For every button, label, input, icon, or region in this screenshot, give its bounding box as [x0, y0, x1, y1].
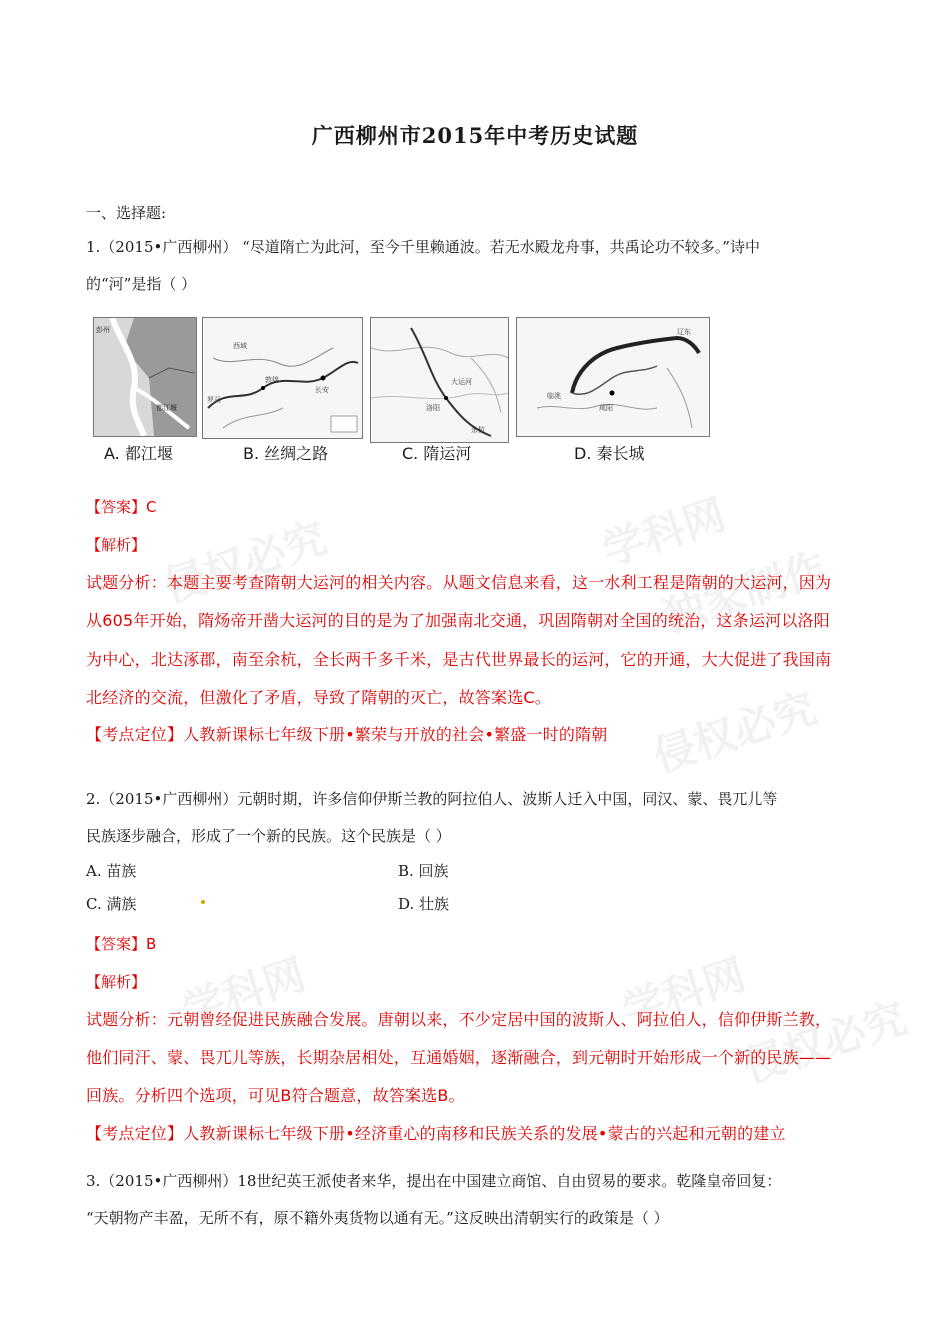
watermark: 学科网 [596, 489, 732, 576]
map-grand-canal [370, 317, 509, 443]
q1-option-d[interactable]: D. 秦长城 [574, 444, 645, 463]
watermark: 侵权必究 [647, 683, 823, 782]
q1-analysis-line: 从605年开始，隋炀帝开凿大运河的目的是为了加强南北交通，巩固隋朝对全国的统治，这条运河以洛阳 [86, 611, 830, 630]
q1-knowledge-point: 【考点定位】人教新课标七年级下册•繁荣与开放的社会•繁盛一时的隋朝 [86, 725, 608, 744]
q3-stem-line1: 3.（2015•广西柳州）18世纪英王派使者来华，提出在中国建立商馆、自由贸易的要求。乾隆皇帝回复： [86, 1172, 782, 1190]
q1-analysis-line: 试题分析：本题主要考查隋朝大运河的相关内容。从题文信息来看，这一水利工程是隋朝的大运河，因为 [86, 573, 832, 592]
q1-option-c[interactable]: C. 隋运河 [402, 444, 472, 463]
q1-option-a[interactable]: A. 都江堰 [104, 444, 173, 463]
q2-analysis-label: 【解析】 [86, 973, 147, 991]
map-label: 临洮 [547, 392, 561, 400]
watermark: 学科网 [616, 949, 752, 1036]
watermark: 侵权必究 [737, 993, 913, 1092]
q1-analysis-line: 为中心，北达涿郡，南至余杭，全长两千多千米，是古代世界最长的运河，它的开通，大大促进了我国南 [86, 650, 832, 669]
q2-option-d[interactable]: D. 壮族 [398, 895, 450, 913]
q2-answer: 【答案】B [86, 935, 157, 953]
q1-analysis-label: 【解析】 [86, 536, 147, 554]
q2-analysis-line: 他们同汗、蒙、畏兀儿等族，长期杂居相处，互通婚姻，逐渐融合，到元朝时开始形成一个新的民族—— [86, 1048, 832, 1067]
q2-analysis-line: 试题分析：元朝曾经促进民族融合发展。唐朝以来，不少定居中国的波斯人、阿拉伯人，信仰伊斯兰教， [86, 1010, 832, 1029]
q1-analysis-line: 北经济的交流，但激化了矛盾，导致了隋朝的灭亡，故答案选C。 [86, 688, 551, 707]
q2-analysis-line: 回族。分析四个选项，可见B符合题意，故答案选B。 [86, 1086, 465, 1105]
map-label: 大运河 [451, 378, 472, 386]
map-label: 西域 [233, 342, 247, 350]
map-great-wall [516, 317, 710, 437]
q2-stem-line2: 民族逐步融合，形成了一个新的民族。这个民族是（ ） [86, 827, 451, 845]
map-dujiangyan [93, 317, 197, 437]
watermark: 独家制作 [657, 543, 833, 642]
q1-answer: 【答案】C [86, 498, 157, 516]
map-label: 都江堰 [156, 404, 177, 412]
map-label: 辽东 [677, 328, 691, 336]
q2-option-b[interactable]: B. 回族 [398, 862, 449, 880]
q1-option-b[interactable]: B. 丝绸之路 [243, 444, 329, 463]
watermark: 侵权必究 [157, 513, 333, 612]
q2-option-a[interactable]: A. 苗族 [86, 862, 137, 880]
map-label: 咸阳 [599, 404, 613, 412]
stray-mark [201, 900, 205, 904]
map-label: 洛阳 [426, 404, 440, 412]
q2-option-c[interactable]: C. 满族 [86, 895, 137, 913]
map-label: 罗马 [207, 396, 221, 404]
map-label: 敦煌 [265, 376, 279, 384]
map-label: 长安 [315, 386, 329, 394]
q1-stem-line2: 的“河”是指（ ） [86, 275, 197, 293]
q2-stem-line1: 2.（2015•广西柳州）元朝时期，许多信仰伊斯兰教的阿拉伯人、波斯人迁入中国，同汉、蒙、畏兀儿等 [86, 790, 778, 808]
watermark: 学科网 [176, 949, 312, 1036]
q3-stem-line2: “天朝物产丰盈，无所不有，原不籍外夷货物以通有无。”这反映出清朝实行的政策是（ ） [86, 1209, 669, 1227]
page-title: 广西柳州市2015年中考历史试题 [311, 123, 639, 148]
q1-stem-line1: 1.（2015•广西柳州） “尽道隋亡为此河，至今千里赖通波。若无水殿龙舟事，共禹论功不较多。”诗中 [86, 238, 760, 256]
map-silk-road [202, 317, 363, 439]
section-heading: 一、选择题: [86, 204, 167, 222]
map-label: 余杭 [471, 426, 485, 434]
q2-knowledge-point: 【考点定位】人教新课标七年级下册•经济重心的南移和民族关系的发展•蒙古的兴起和元朝的建立 [86, 1124, 786, 1143]
map-label: 彭州 [96, 326, 110, 334]
